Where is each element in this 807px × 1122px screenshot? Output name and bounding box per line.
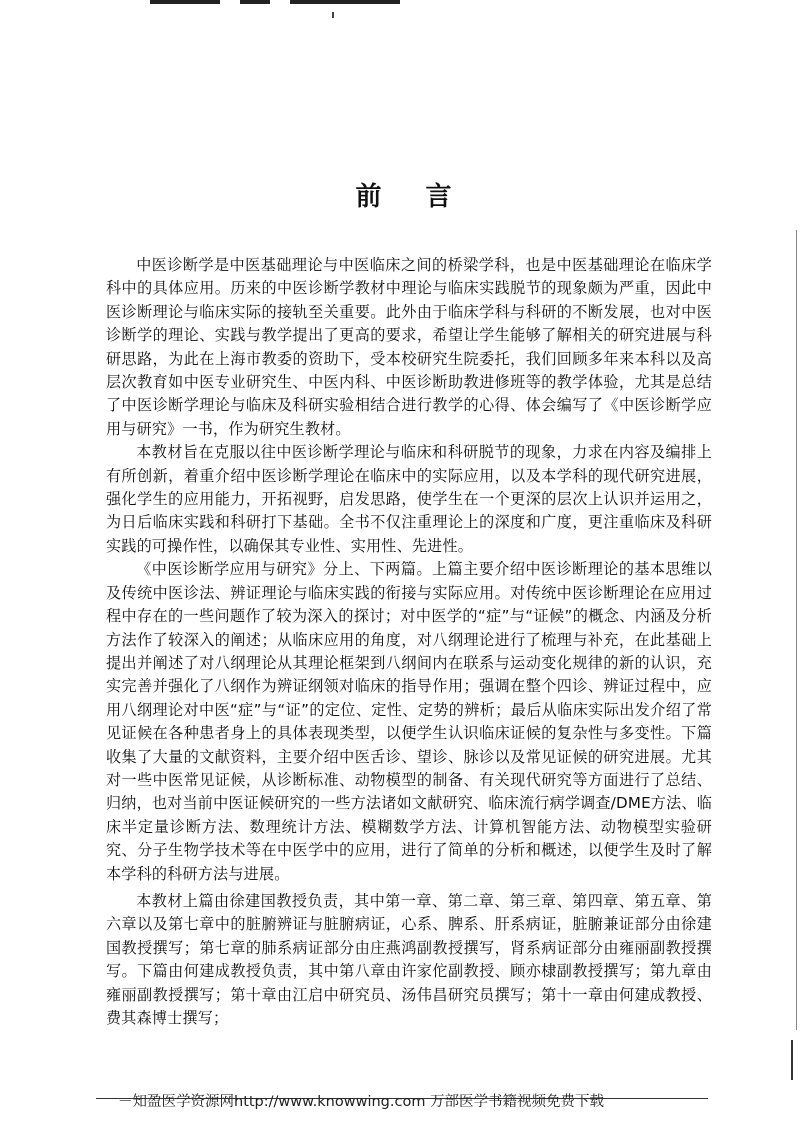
- scan-artifact-tick: [332, 12, 334, 18]
- body-text: [106, 254, 712, 1030]
- paragraph-2: 本教材旨在克服以往中医诊断学理论与临床和科研脱节的现象，力求在内容及编排上有所创新，着重介绍中医诊断学理论在临床中的实际应用，以及本学科的现代研究进展，强化学生的应用能力，开拓视野，启发思路，使学生在一个更深的层次上认识并运用之，为日后临床实践和科研打下基础。全书不仅注重理论上的深度和广度，更注重临床及科研实践的可操作性，以确保其专业性、实用性、先进性。: [106, 443, 712, 555]
- page-edge: [796, 230, 799, 1030]
- paragraph-4: 本教材上篇由徐建国教授负责，其中第一章、第二章、第三章、第四章、第五章、第六章以及第七章中的脏腑辨证与脏腑病证，心系、脾系、肝系病证，脏腑兼证部分由徐建国教授撰写；第七章的肺系病证部分由庄燕鸿副教授撰写，肾系病证部分由雍丽副教授撰写。下篇由何建成教授负责，其中第八章由许家佗副教授、顾亦棣副教授撰写；第九章由雍丽副教授撰写；第十章由江启中研究员、汤伟昌研究员撰写；第十一章由何建成教授、费其森博士撰写；: [106, 891, 712, 1027]
- paragraph-1: 中医诊断学是中医基础理论与中医临床之间的桥梁学科，也是中医基础理论在临床学科中的具体应用。历来的中医诊断学教材中理论与临床实践脱节的现象颇为严重，因此中医诊断理论与临床实际的接轨至关重要。此外由于临床学科与科研的不断发展，也对中医诊断学的理论、实践与教学提出了更高的要求，希望让学生能够了解相关的研究进展与科研思路，为此在上海市教委的资助下，受本校研究生院委托，我们回顾多年来本科以及高层次教育如中医专业研究生、中医内科、中医诊断助教进修班等的教学体验，尤其是总结了中医诊断学理论与临床及科研实验相结合进行教学的心得、体会编写了《中医诊断学应用与研究》一书，作为研究生教材。: [106, 256, 712, 438]
- page-title: 前言: [355, 182, 496, 212]
- scan-artifact-top: [150, 0, 410, 6]
- paragraph-3: 《中医诊断学应用与研究》分上、下两篇。上篇主要介绍中医诊断理论的基本思维以及传统中医诊法、辨证理论与临床实践的衔接与实际应用。对传统中医诊断理论在应用过程中存在的一些问题作了较为深入的探讨；对中医学的“症”与“证候”的概念、内涵及分析方法作了较深入的阐述；从临床应用的角度，对八纲理论进行了梳理与补充，在此基础上提出并阐述了对八纲理论从其理论框架到八纲间内在联系与运动变化规律的新的认识，充实完善并强化了八纲作为辨证纲领对临床的指导作用；强调在整个四诊、辨证过程中，应用八纲理论对中医“症”与“证”的定位、定性、定势的辨析；最后从临床实际出发介绍了常见证候在各种患者身上的具体表现类型，以便学生认识临床证候的复杂性与多变性。下篇收集了大量的文献资料，主要介绍中医舌诊、望诊、脉诊以及常见证候的研究进展。尤其对一些中医常见证候，从诊断标准、动物模型的制备、有关现代研究等方面进行了总结、归纳，也对当前中医证候研究的一些方法诸如文献研究、临床流行病学调查/DME方法、临床半定量诊断方法、数理统计方法、模糊数学方法、计算机智能方法、动物模型实验研究、分子生物学技术等在中医学中的应用，进行了简单的分析和概述，以便学生及时了解本学科的科研方法与进展。: [106, 560, 712, 883]
- scan-artifact-edge: [785, 1040, 793, 1080]
- footer-watermark: －知盈医学资源网http://www.knowwing.com 万部医学书籍视频免费下载: [118, 1094, 605, 1110]
